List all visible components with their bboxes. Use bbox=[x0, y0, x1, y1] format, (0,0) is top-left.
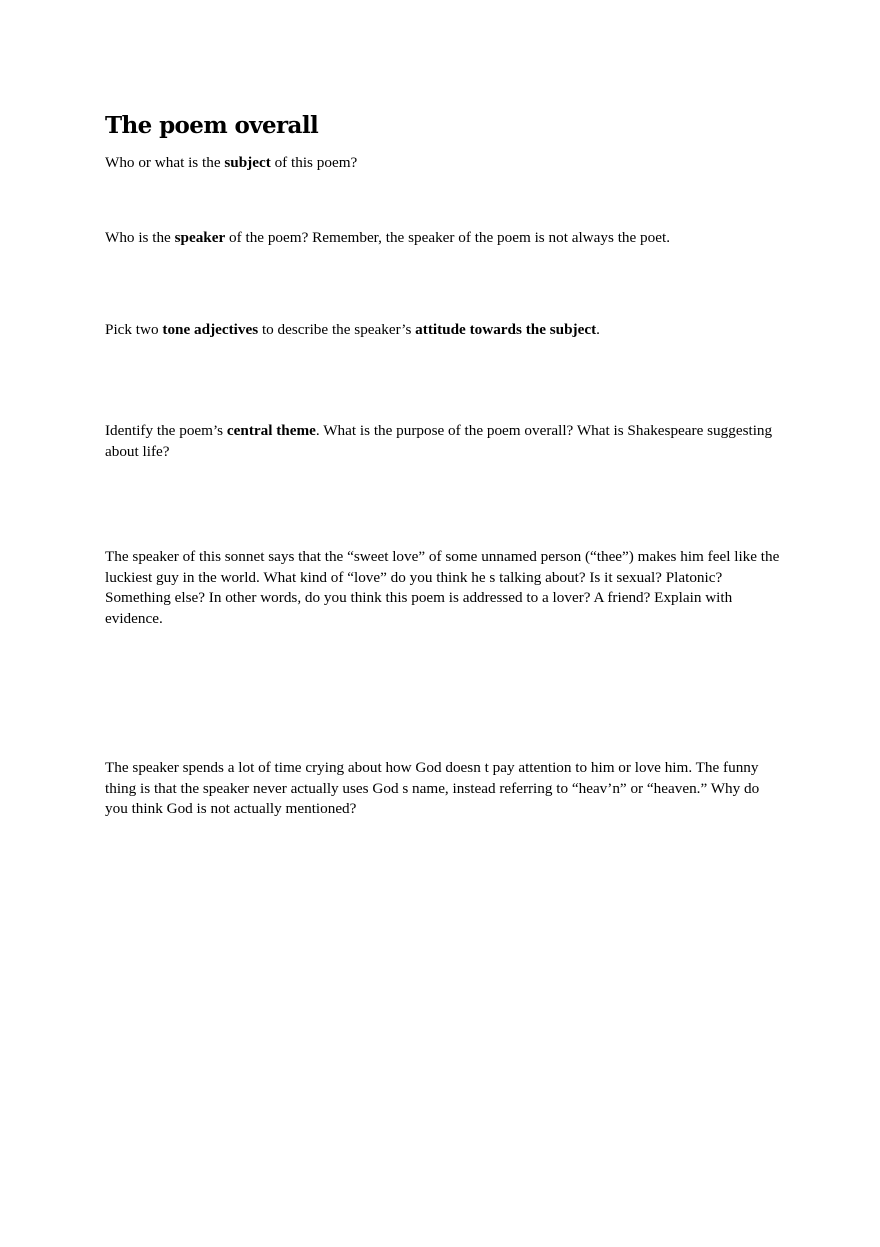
key-term: subject bbox=[224, 154, 271, 171]
question-subject bbox=[105, 153, 780, 174]
question-god: The speaker spends a lot of time crying about how God doesn t pay attention to him or love him. The funny thing is that the speaker never actually uses God s name, instead referring to “heav’n” or “heaven.” Why do you think God is not actually mentioned? bbox=[105, 759, 760, 817]
question-tone bbox=[105, 320, 780, 341]
question-text: . What is the purpose of the poem overall? What is Shakespeare suggesting about life? bbox=[105, 422, 773, 460]
question-text: of the poem? Remember, the speaker of the poem is not always the poet. bbox=[225, 229, 670, 246]
question-text: of this poem? bbox=[270, 154, 358, 171]
question-speaker bbox=[105, 228, 780, 249]
question-text: Identify the poem’s bbox=[105, 422, 227, 439]
question-theme bbox=[105, 421, 780, 462]
question-love: The speaker of this sonnet says that the “sweet love” of some unnamed person (“thee”) makes him feel like the luckiest guy in the world. What kind of “love” do you think he s talking about? Is it sexual? Platonic? Something else? In other words, do you think this poem is addressed to a lover? A friend? Explain with evidence. bbox=[105, 548, 780, 627]
key-term: speaker bbox=[174, 229, 226, 246]
question-text: Who is the bbox=[105, 229, 175, 246]
key-term: attitude towards the subject bbox=[415, 321, 597, 338]
question-text: . bbox=[596, 321, 600, 338]
question-text: to describe the speaker’s bbox=[258, 321, 416, 338]
page-title: The poem overall bbox=[105, 112, 319, 139]
question-text: Pick two bbox=[105, 321, 163, 338]
key-term: tone adjectives bbox=[162, 321, 259, 338]
question-text: Who or what is the bbox=[105, 154, 225, 171]
key-term: central theme bbox=[226, 422, 316, 439]
